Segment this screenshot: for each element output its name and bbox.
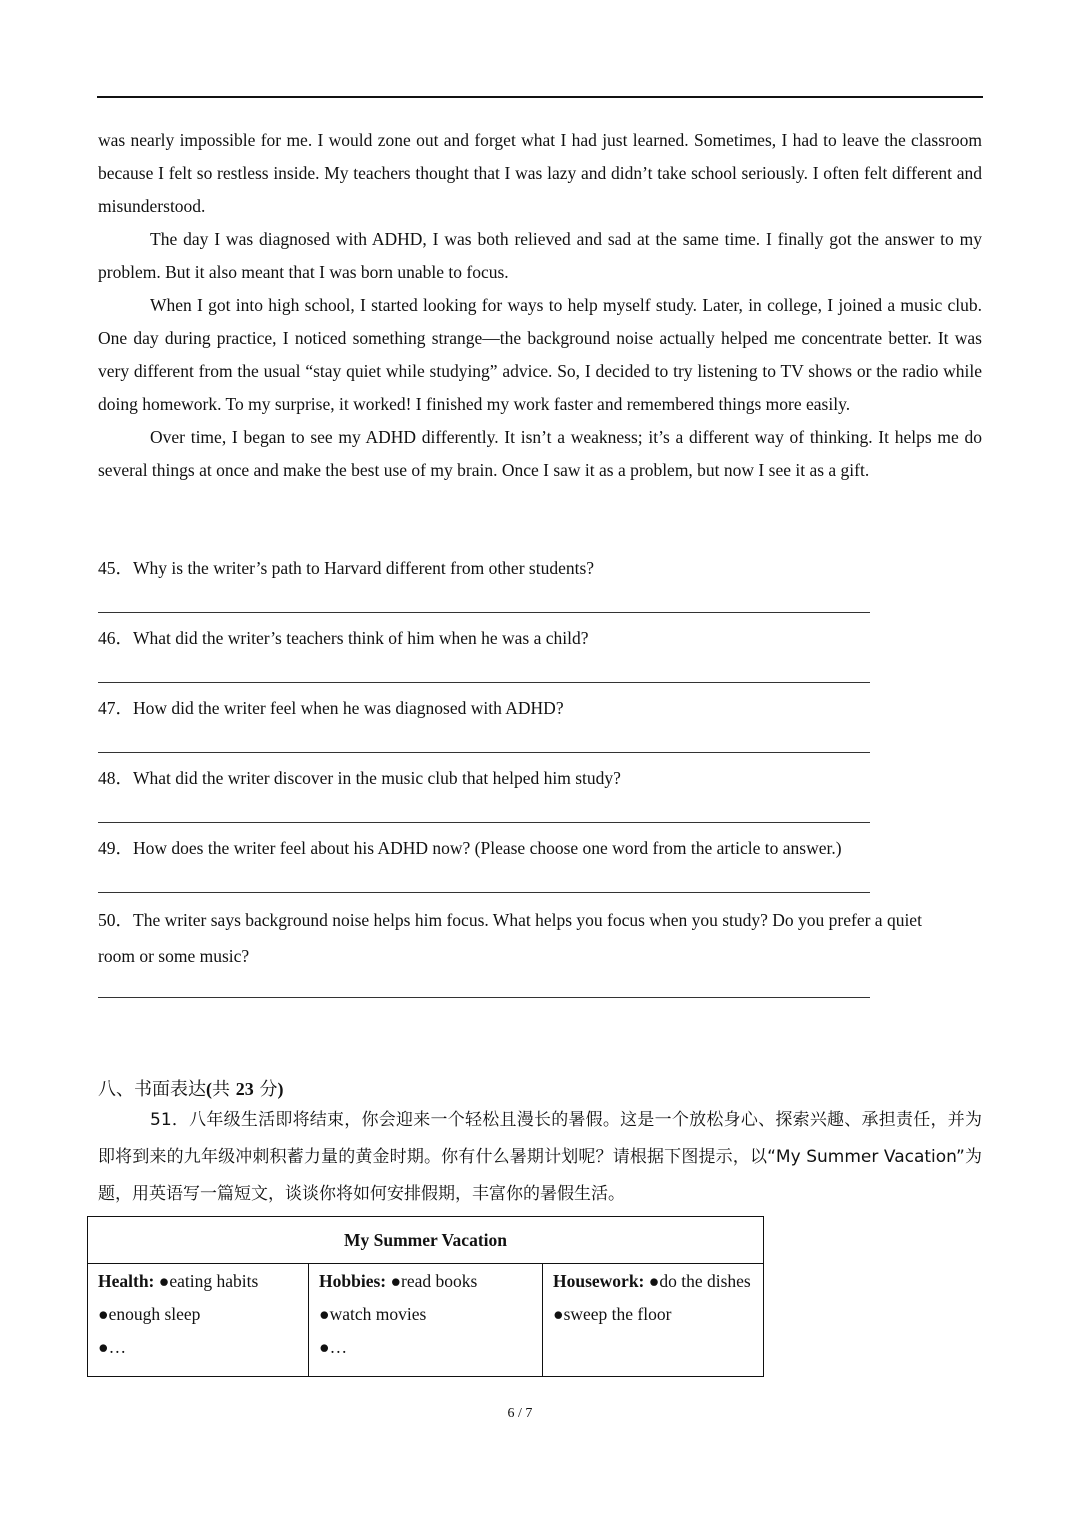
- reading-passage: [98, 124, 982, 487]
- cell-heading: Housework:: [553, 1271, 649, 1291]
- question-text: What did the writer’s teachers think of him when he was a child?: [133, 628, 589, 648]
- answer-line-50[interactable]: [98, 997, 870, 998]
- answer-line-47[interactable]: [98, 752, 870, 753]
- question-50: [98, 902, 968, 998]
- answer-line-49[interactable]: [98, 892, 870, 893]
- answer-line-45[interactable]: [98, 612, 870, 613]
- summer-vacation-table: [87, 1216, 764, 1377]
- section-title-writing: 八、书面表达(共 23 分): [98, 1079, 284, 1100]
- question-text: 50．The writer says background noise helps him focus. What helps you focus when you study? Do you prefer a quiet room or some music?: [98, 910, 922, 966]
- question-number: 46．: [98, 628, 133, 648]
- table-cell-hobbies: Hobbies: ●read books ●watch movies ●…: [309, 1264, 543, 1377]
- question-46: [98, 622, 968, 692]
- question-48: [98, 762, 968, 832]
- question-text: Why is the writer’s path to Harvard different from other students?: [133, 558, 595, 578]
- table-cell-health: Health: ●eating habits ●enough sleep ●…: [88, 1264, 309, 1377]
- cell-heading: Health:: [98, 1271, 159, 1291]
- writing-task-prompt: [98, 1102, 982, 1213]
- question-number: 47．: [98, 698, 133, 718]
- question-number: 48．: [98, 768, 133, 788]
- question-number: 50．: [98, 910, 133, 930]
- question-text: What did the writer discover in the music club that helped him study?: [133, 768, 621, 788]
- table-cell-housework: Housework: ●do the dishes ●sweep the floor: [543, 1264, 764, 1377]
- question-47: [98, 692, 968, 762]
- page-number: 6 / 7: [507, 1406, 533, 1421]
- header-rule: [97, 96, 983, 98]
- question-45: [98, 552, 968, 622]
- table-title: My Summer Vacation: [88, 1217, 764, 1264]
- passage-paragraph-2: The day I was diagnosed with ADHD, I was both relieved and sad at the same time. I finally got the answer to my problem. But it also meant that I was born unable to focus.: [98, 229, 982, 282]
- passage-paragraph-1: was nearly impossible for me. I would zone out and forget what I had just learned. Sometimes, I had to leave the classroom because I felt so restless inside. My teachers thought that I was lazy and didn’t take school seriously. I often felt different and misunderstood.: [98, 130, 982, 216]
- answer-line-46[interactable]: [98, 682, 870, 683]
- question-49: [98, 832, 968, 902]
- answer-line-48[interactable]: [98, 822, 870, 823]
- question-list: [98, 552, 968, 998]
- question-number: 49．: [98, 838, 133, 858]
- passage-paragraph-4: Over time, I began to see my ADHD differently. It isn’t a weakness; it’s a different way of thinking. It helps me do several things at once and make the best use of my brain. Once I saw it as a problem, but now I see it as a gift.: [98, 427, 982, 480]
- cell-heading: Hobbies:: [319, 1271, 391, 1291]
- question-number: 45．: [98, 558, 133, 578]
- writing-task-text: 51．八年级生活即将结束，你会迎来一个轻松且漫长的暑假。这是一个放松身心、探索兴趣、承担责任，并为即将到来的九年级冲刺积蓄力量的黄金时期。你有什么暑期计划呢？请根据下图提示，以“My Summer Vacation”为题，用英语写一篇短文，谈谈你将如何安排假期，丰富你的暑假生活。: [98, 1110, 982, 1204]
- question-text: How did the writer feel when he was diagnosed with ADHD?: [133, 698, 564, 718]
- question-text: How does the writer feel about his ADHD now? (Please choose one word from the article to answer.): [133, 838, 842, 858]
- passage-paragraph-3: When I got into high school, I started looking for ways to help myself study. Later, in college, I joined a music club. One day during practice, I noticed something strange—the background noise actually helped me concentrate better. It was very different from the usual “stay quiet while studying” advice. So, I decided to try listening to TV shows or the radio while doing homework. To my surprise, it worked! I finished my work faster and remembered things more easily.: [98, 295, 982, 414]
